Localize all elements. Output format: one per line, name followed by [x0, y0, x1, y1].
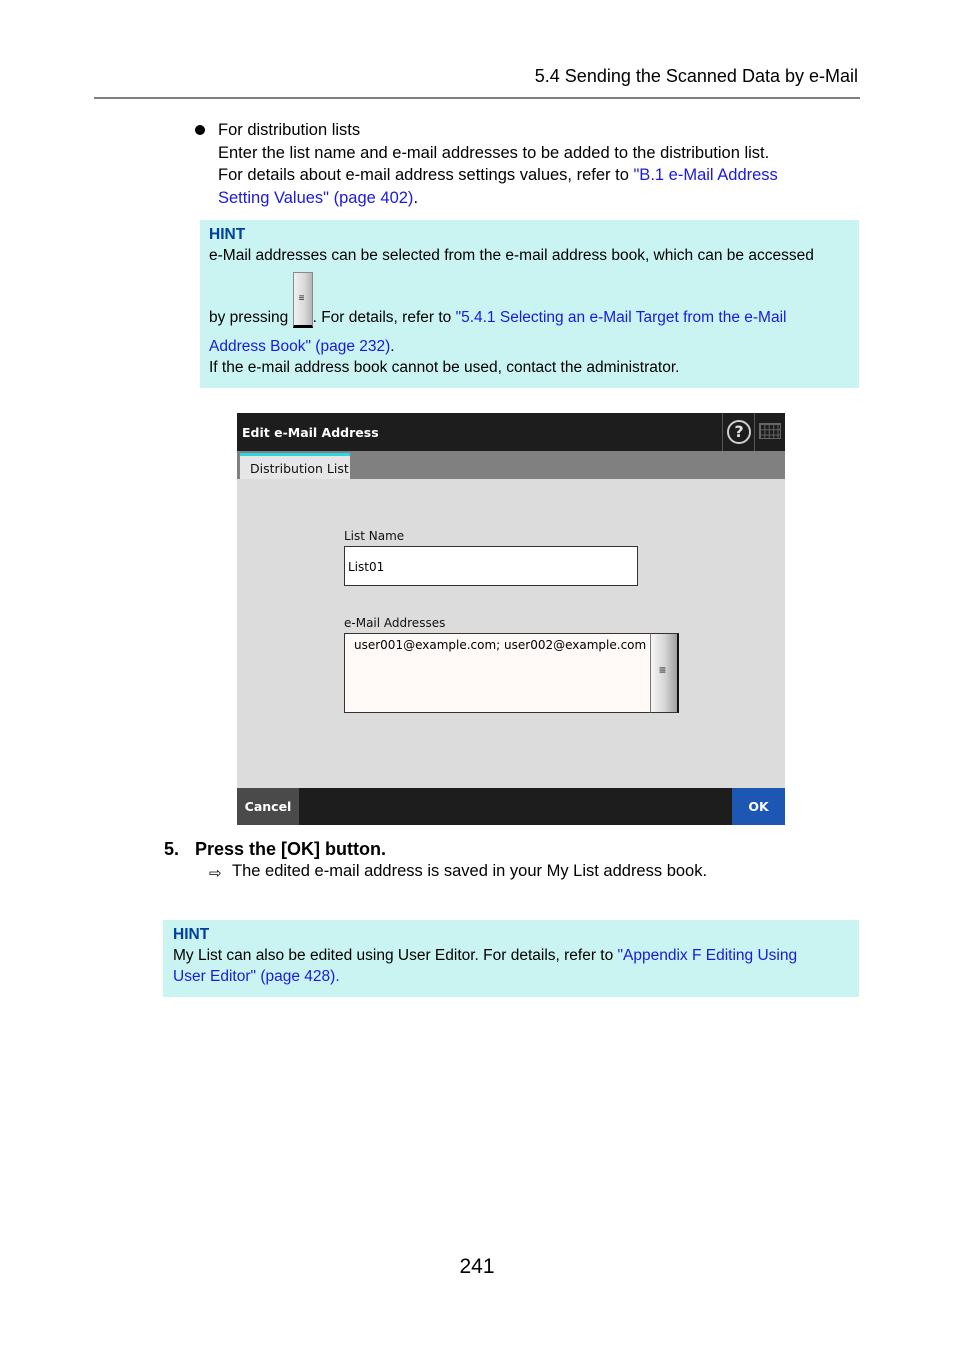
bullet-line-2-text: For details about e-mail address settings values, refer to [218, 166, 634, 184]
list-name-label: List Name [344, 529, 405, 543]
screen-title: Edit e-Mail Address [242, 425, 379, 440]
hint-line-1: e-Mail addresses can be selected from the e-mail address book, which can be accessed [209, 247, 814, 264]
keyboard-button[interactable] [754, 413, 785, 451]
hint-line-3 [209, 336, 395, 357]
page-number: 241 [459, 1255, 495, 1278]
hint-title-2: HINT [173, 926, 210, 943]
hint2-line-1 [173, 945, 797, 966]
link-appendix-f[interactable]: "Appendix F Editing Using [617, 947, 798, 964]
hint-by-pressing: by pressing [209, 309, 293, 326]
address-book-icon: ≡ [659, 663, 667, 677]
tab-distribution-list[interactable] [240, 453, 350, 479]
email-addresses-field[interactable]: user001@example.com; user002@example.com [344, 633, 650, 713]
link-b1-email-settings-cont[interactable]: Setting Values" (page 402) [218, 189, 414, 207]
help-button[interactable] [722, 413, 754, 451]
bullet-heading: For distribution lists [218, 121, 361, 139]
help-icon: ? [727, 420, 751, 444]
hint2-line-2-suffix: . [335, 968, 340, 985]
edit-email-address-screen [237, 413, 785, 825]
bullet-line-3 [218, 187, 418, 210]
bottom-bar [237, 788, 785, 825]
link-b1-email-settings[interactable]: "B.1 e-Mail Address [633, 166, 778, 184]
running-header: 5.4 Sending the Scanned Data by e-Mail [534, 66, 858, 86]
hint-box-address-book [200, 220, 859, 388]
bullet-dot [195, 125, 205, 135]
address-book-button-icon: ≡ [293, 272, 313, 328]
hint-line-4: If the e-mail address book cannot be used, contact the administrator. [209, 359, 680, 376]
hint-line-2 [209, 272, 786, 328]
hint-line-3-suffix: . [390, 338, 395, 355]
result-arrow-icon: ⇨ [209, 865, 222, 882]
keyboard-icon [759, 423, 781, 439]
bullet-line-1: Enter the list name and e-mail addresses to be added to the distribution list. [218, 144, 770, 162]
hint-after-button: . For details, refer to [312, 309, 456, 326]
link-selecting-email-target-cont[interactable]: Address Book" (page 232) [209, 338, 391, 355]
cancel-button[interactable]: Cancel [237, 788, 299, 825]
header-rule [94, 97, 860, 99]
hint-box-user-editor [163, 920, 859, 997]
ok-button[interactable]: OK [732, 788, 785, 825]
hint2-text: My List can also be edited using User Editor. For details, refer to [173, 947, 618, 964]
address-book-button[interactable] [650, 633, 679, 713]
hint-title: HINT [209, 226, 246, 243]
tab-label: Distribution List [250, 461, 349, 476]
step-instruction: Press the [OK] button. [195, 839, 387, 859]
bullet-line-2 [218, 164, 778, 187]
step-number: 5. [164, 839, 180, 859]
bullet-line-3-suffix: . [413, 189, 419, 207]
link-selecting-email-target[interactable]: "5.4.1 Selecting an e-Mail Target from the e-Mail [455, 309, 787, 326]
email-addresses-label: e-Mail Addresses [344, 616, 446, 630]
step-result: The edited e-mail address is saved in your My List address book. [232, 862, 708, 880]
list-name-input[interactable]: List01 [344, 546, 638, 586]
hint2-line-2 [173, 966, 340, 987]
link-appendix-f-cont[interactable]: User Editor" (page 428) [173, 968, 336, 985]
